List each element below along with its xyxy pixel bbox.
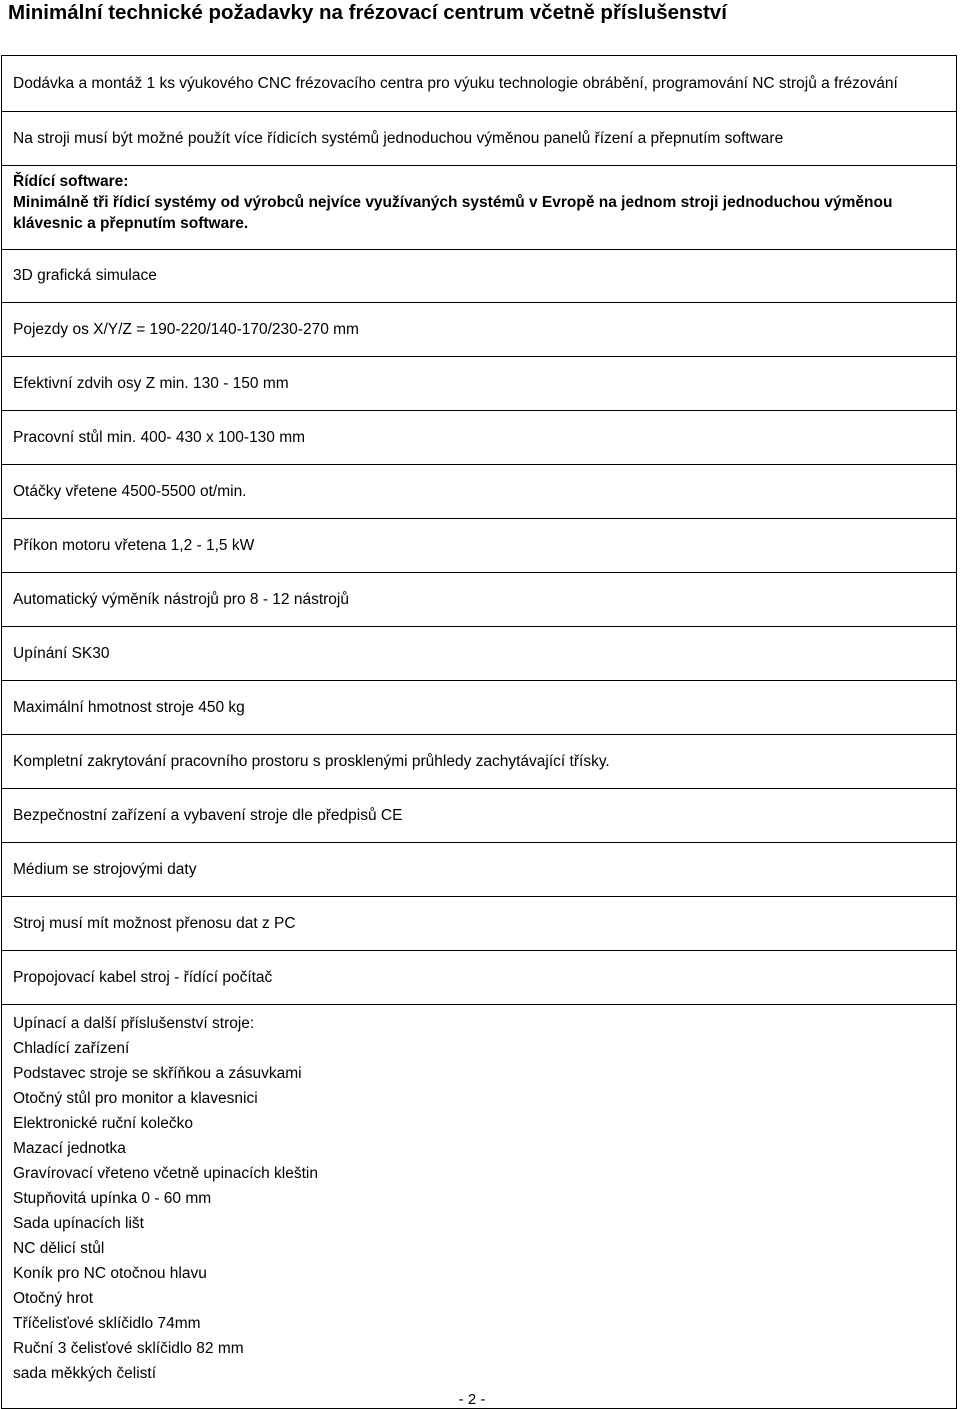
requirement-text: Dodávka a montáž 1 ks výukového CNC frézovacího centra pro výuku technologie obrábění, programování NC strojů a frézování bbox=[13, 74, 898, 92]
requirement-row bbox=[2, 951, 957, 1005]
requirement-row bbox=[2, 681, 957, 735]
requirement-row bbox=[2, 56, 957, 112]
requirement-row bbox=[2, 303, 957, 357]
requirement-text: Upínání SK30 bbox=[13, 644, 110, 662]
requirement-row bbox=[2, 627, 957, 681]
requirement-text: NC dělicí stůl bbox=[13, 1240, 105, 1257]
requirement-row bbox=[2, 250, 957, 303]
requirement-row bbox=[2, 735, 957, 789]
requirement-text: Mazací jednotka bbox=[13, 1140, 126, 1157]
page-title: Minimální technické požadavky na frézovací centrum včetně příslušenství bbox=[8, 1, 727, 24]
requirement-row bbox=[2, 843, 957, 897]
requirement-text: 3D grafická simulace bbox=[13, 267, 157, 284]
requirement-row bbox=[2, 573, 957, 627]
requirement-text: Kompletní zakrytování pracovního prostoru s prosklenými průhledy zachytávající třísky. bbox=[13, 752, 610, 770]
requirement-cell bbox=[2, 56, 957, 112]
requirement-cell bbox=[2, 519, 957, 573]
requirement-text: Stroj musí mít možnost přenosu dat z PC bbox=[13, 914, 296, 932]
requirement-text: Příkon motoru vřetena 1,2 - 1,5 kW bbox=[13, 536, 255, 554]
requirement-cell bbox=[2, 250, 957, 303]
requirements-table bbox=[1, 55, 957, 1409]
requirement-row bbox=[2, 357, 957, 411]
requirement-text: Pojezdy os X/Y/Z = 190-220/140-170/230-270 mm bbox=[13, 320, 359, 338]
requirement-text: Tříčelisťové sklíčidlo 74mm bbox=[13, 1315, 201, 1332]
requirement-cell bbox=[2, 681, 957, 735]
requirement-text: Minimálně tři řídicí systémy od výrobců nejvíce využívaných systémů v Evropě na jednom stroji jednoduchou výměnou klávesnic a přepnutím software. bbox=[13, 194, 893, 232]
requirements-table-body bbox=[2, 56, 957, 1409]
requirement-cell bbox=[2, 465, 957, 519]
requirement-text: Sada upínacích lišt bbox=[13, 1215, 144, 1232]
requirement-text: Efektivní zdvih osy Z min. 130 - 150 mm bbox=[13, 374, 289, 392]
requirement-text: Otočný stůl pro monitor a klavesnici bbox=[13, 1090, 258, 1107]
requirement-text: Na stroji musí být možné použít více řídicích systémů jednoduchou výměnou panelů řízení a přepnutím software bbox=[13, 129, 784, 147]
requirement-cell bbox=[2, 897, 957, 951]
requirement-cell bbox=[2, 411, 957, 465]
requirement-text: Stupňovitá upínka 0 - 60 mm bbox=[13, 1190, 212, 1207]
requirement-text: Ruční 3 čelisťové sklíčidlo 82 mm bbox=[13, 1340, 244, 1357]
requirement-text: Upínací a další příslušenství stroje: bbox=[13, 1015, 255, 1032]
requirement-text: Otočný hrot bbox=[13, 1290, 94, 1307]
requirement-text: Médium se strojovými daty bbox=[13, 860, 197, 878]
requirement-row bbox=[2, 166, 957, 250]
requirement-heading: Řídící software: bbox=[13, 173, 129, 190]
requirement-text: Koník pro NC otočnou hlavu bbox=[13, 1265, 207, 1282]
requirement-cell bbox=[2, 843, 957, 897]
requirement-text: Otáčky vřetene 4500-5500 ot/min. bbox=[13, 482, 247, 500]
requirement-text: Bezpečnostní zařízení a vybavení stroje dle předpisů CE bbox=[13, 806, 403, 824]
requirement-cell bbox=[2, 951, 957, 1005]
requirement-text: Elektronické ruční kolečko bbox=[13, 1115, 194, 1132]
requirement-cell bbox=[2, 573, 957, 627]
requirement-text: Pracovní stůl min. 400- 430 x 100-130 mm bbox=[13, 428, 306, 446]
page-number: - 2 - bbox=[458, 1391, 486, 1408]
requirement-cell bbox=[2, 357, 957, 411]
requirement-cell bbox=[2, 1005, 957, 1409]
requirement-text: sada měkkých čelistí bbox=[13, 1365, 156, 1382]
requirement-cell bbox=[2, 627, 957, 681]
requirement-cell bbox=[2, 735, 957, 789]
requirement-row bbox=[2, 411, 957, 465]
requirement-cell bbox=[2, 166, 957, 250]
requirement-row bbox=[2, 789, 957, 843]
requirement-cell bbox=[2, 112, 957, 166]
requirement-text: Automatický výměník nástrojů pro 8 - 12 nástrojů bbox=[13, 590, 349, 608]
requirement-row bbox=[2, 519, 957, 573]
requirement-row bbox=[2, 465, 957, 519]
requirement-row bbox=[2, 1005, 957, 1409]
requirement-text: Chladící zařízení bbox=[13, 1040, 130, 1057]
requirement-text: Gravírovací vřeteno včetně upinacích kleštin bbox=[13, 1165, 318, 1182]
requirement-text: Maximální hmotnost stroje 450 kg bbox=[13, 698, 245, 716]
requirement-cell bbox=[2, 303, 957, 357]
requirement-cell bbox=[2, 789, 957, 843]
requirement-row bbox=[2, 112, 957, 166]
requirement-text: Propojovací kabel stroj - řídící počítač bbox=[13, 968, 273, 986]
requirement-text: Podstavec stroje se skříňkou a zásuvkami bbox=[13, 1065, 302, 1082]
requirement-row bbox=[2, 897, 957, 951]
